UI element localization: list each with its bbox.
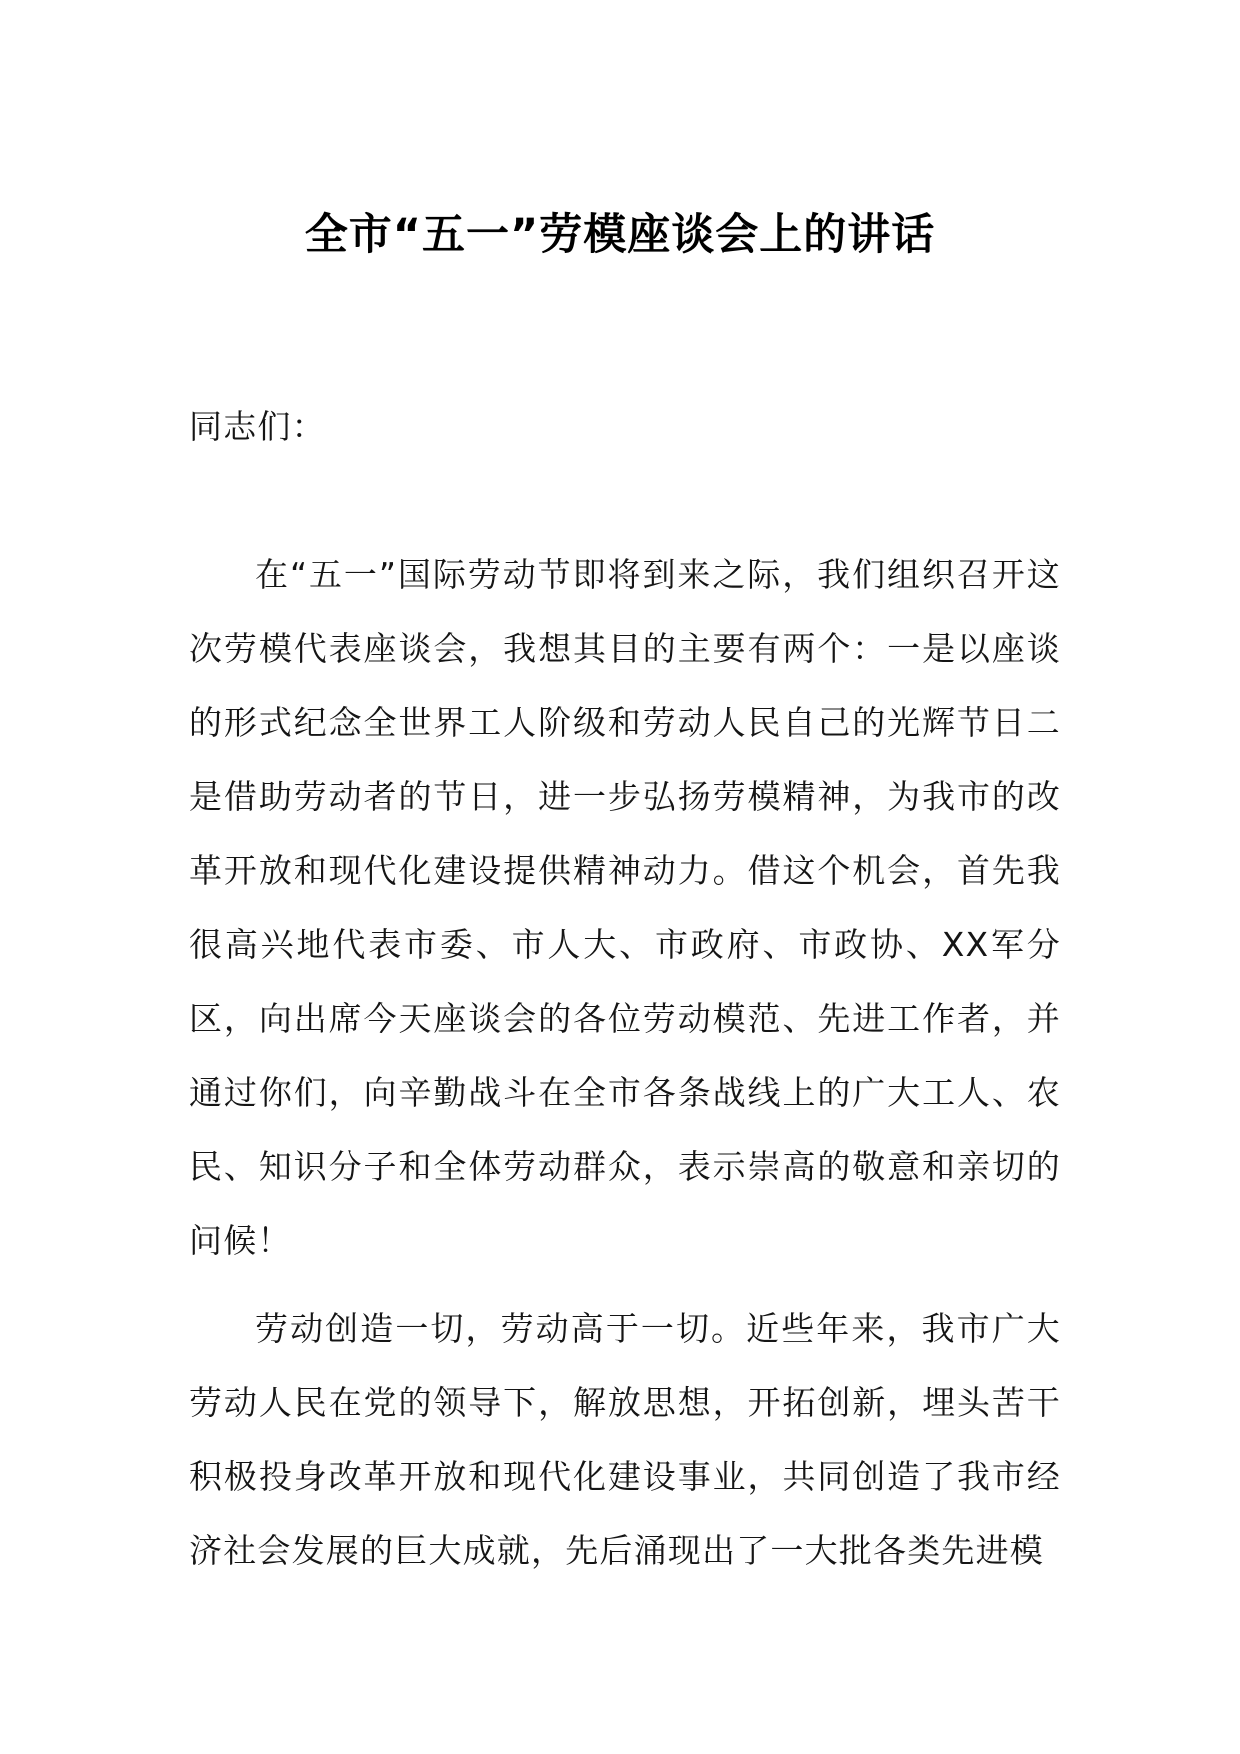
salutation: 同志们： — [189, 407, 326, 446]
paragraph-1: 在“五一”国际劳动节即将到来之际，我们组织召开这次劳模代表座谈会，我想其目的主要有两个：一是以座谈的形式纪念全世界工人阶级和劳动人民自己的光辉节日二是借助劳动者的节日，进一步弘扬劳模精神，为我市的改革开放和现代化建设提供精神动力。借这个机会，首先我很高兴地代表市委、市人大、市政府、市政协、XX军分区，向出席今天座谈会的各位劳动模范、先进工作者，并通过你们，向辛勤战斗在全市各条战线上的广大工人、农民、知识分子和全体劳动群众，表示崇高的敬意和亲切的问候！ — [189, 555, 1061, 1260]
paragraph-2: 劳动创造一切，劳动高于一切。近些年来，我市广大劳动人民在党的领导下，解放思想，开拓创新，埋头苦干积极投身改革开放和现代化建设事业，共同创造了我市经济社会发展的巨大成就，先后涌现出了一大批各类先进模 — [189, 1309, 1061, 1570]
document-body — [189, 390, 1061, 1588]
document-title: 全市“五一”劳模座谈会上的讲话 — [304, 210, 936, 260]
